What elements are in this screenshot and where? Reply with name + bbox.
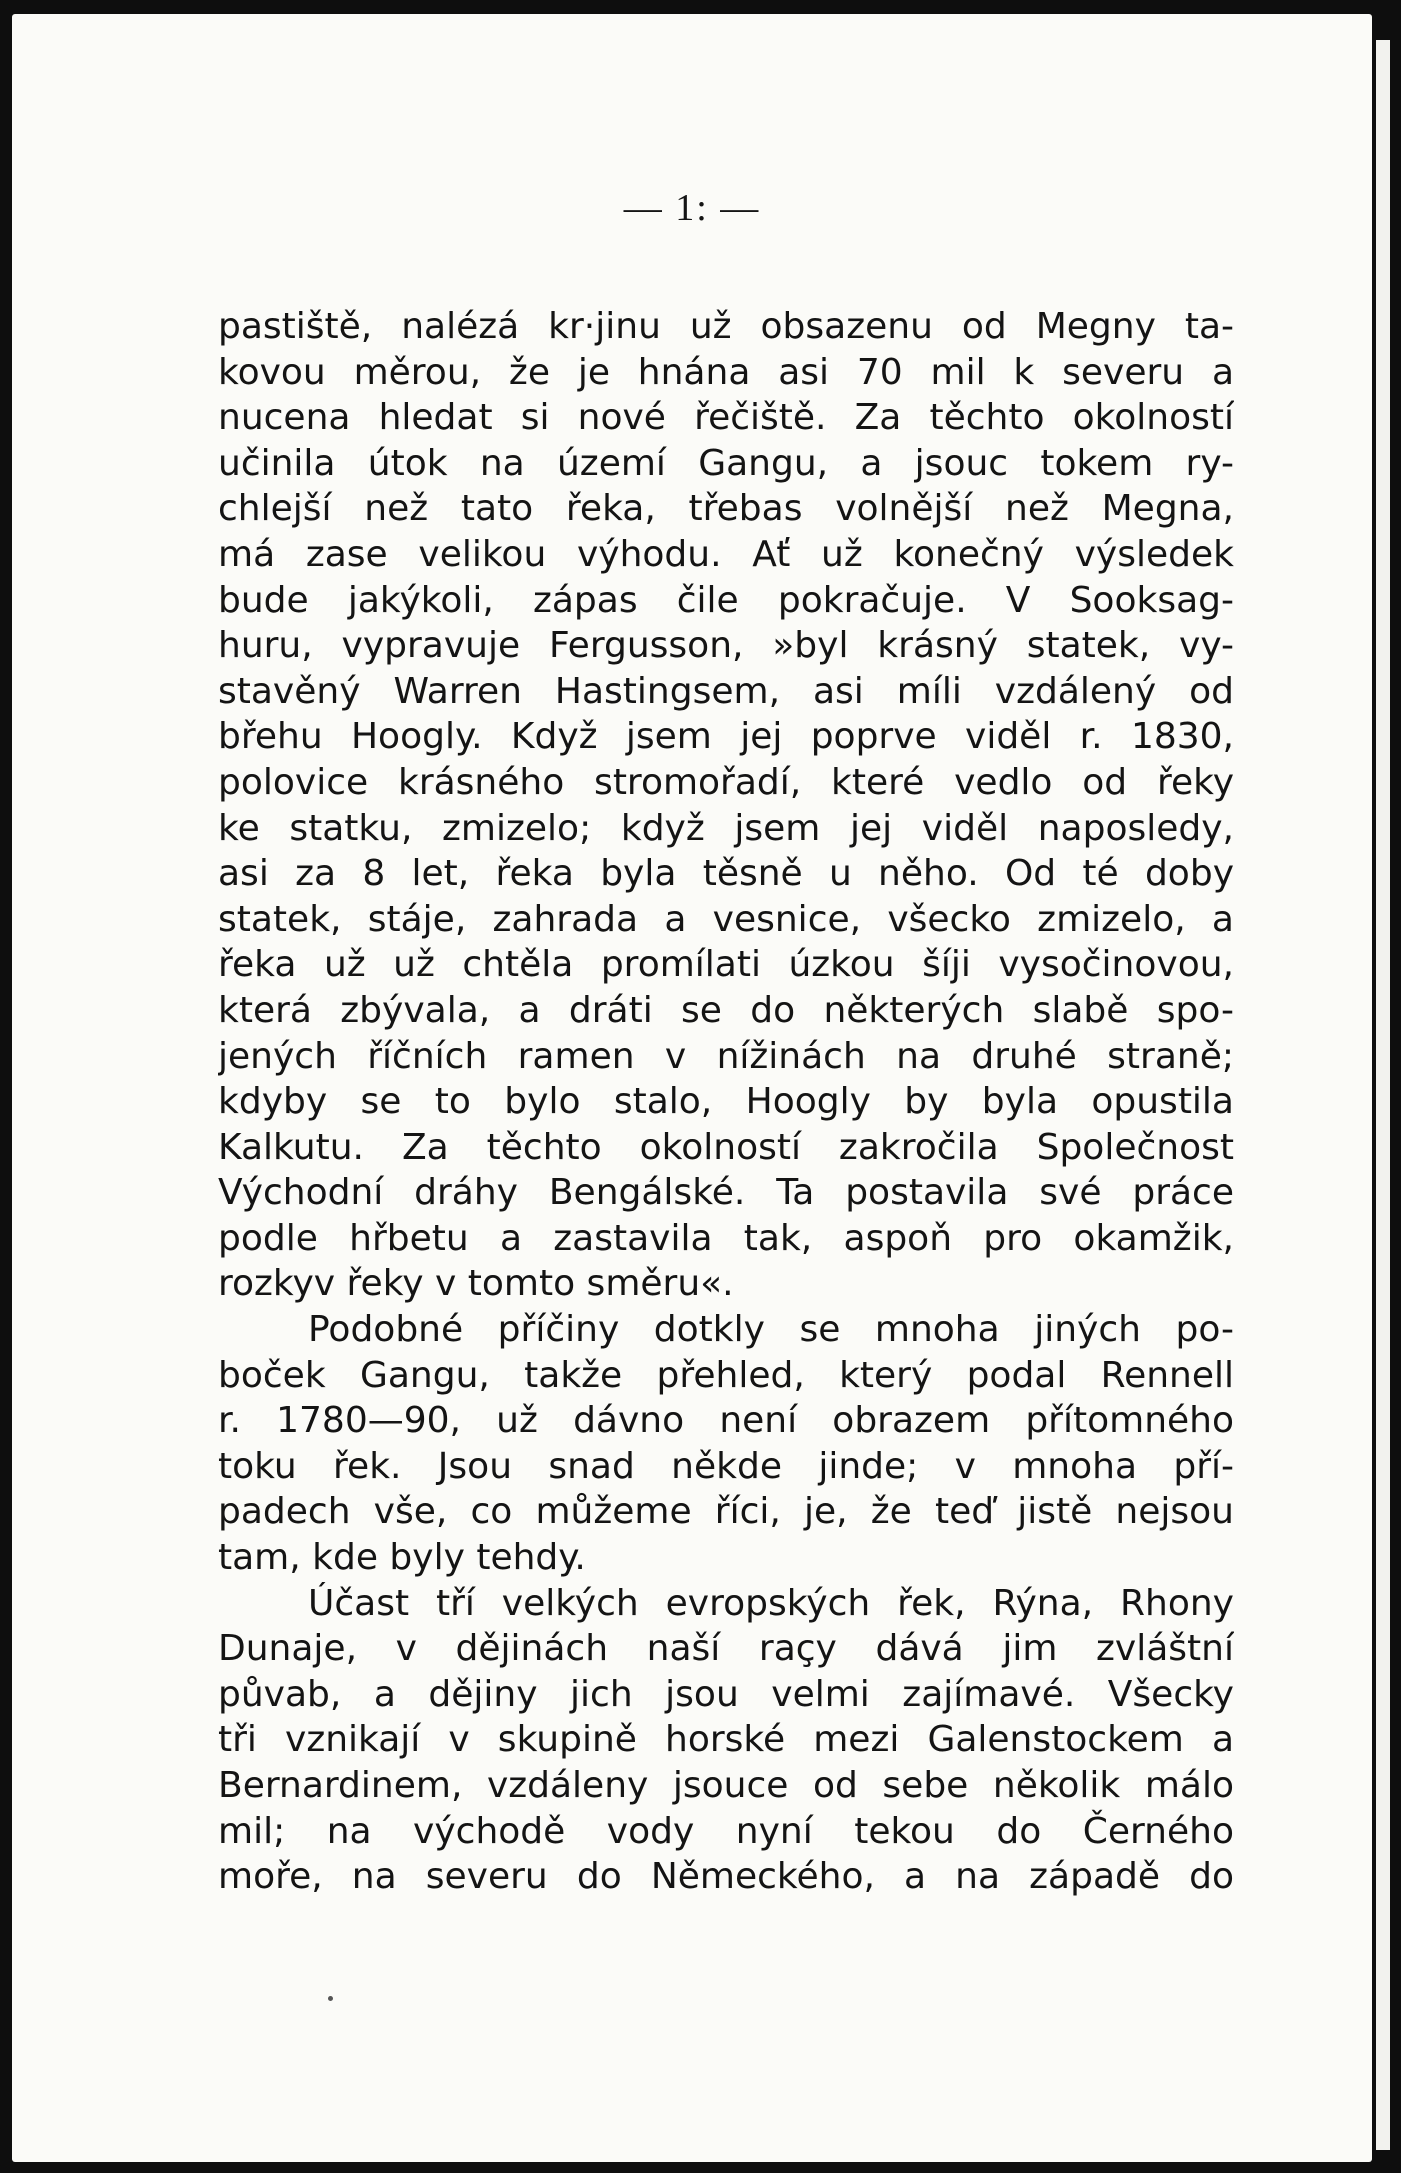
text-line: huru, vypravuje Fergusson, »byl krásný statek, vy- xyxy=(218,625,1234,667)
text-line: bude jakýkoli, zápas čile pokračuje. V Sooksag- xyxy=(218,579,1234,621)
text-line: polovice krásného stromořadí, které vedlo od řeky xyxy=(218,761,1234,803)
text-line: Východní dráhy Bengálské. Ta postavila své práce xyxy=(218,1172,1234,1214)
text-line: Dunaje, v dějinách naší raçy dává jim zvláštní xyxy=(218,1628,1234,1670)
text-line: pastiště, nalézá kr·jinu už obsazenu od Megny ta- xyxy=(218,306,1234,347)
text-line: podle hřbetu a zastavila tak, aspoň pro okamžik, xyxy=(218,1217,1234,1259)
text-line: toku řek. Jsou snad někde jinde; v mnoha pří- xyxy=(218,1445,1234,1487)
text-line: tam, kde byly tehdy. xyxy=(218,1537,586,1579)
text-line: ke statku, zmizelo; když jsem jej viděl naposledy, xyxy=(218,807,1234,849)
text-line: moře, na severu do Německého, a na západě do xyxy=(218,1856,1234,1898)
text-line: stavěný Warren Hastingsem, asi míli vzdálený od xyxy=(218,670,1234,712)
paragraph-first-line: Účast tří velkých evropských řek, Rýna, Rhony xyxy=(308,1582,1234,1624)
text-line: rozkyv řeky v tomto směru«. xyxy=(218,1263,734,1305)
text-line: kovou měrou, že je hnána asi 70 mil k severu a xyxy=(218,351,1234,393)
text-line: chlejší než tato řeka, třebas volnější než Megna, xyxy=(218,488,1234,530)
text-line: nucena hledat si nové řečiště. Za těchto okolností xyxy=(218,397,1234,439)
body-text xyxy=(218,304,1234,1900)
text-line: asi za 8 let, řeka byla těsně u něho. Od té doby xyxy=(218,853,1234,895)
text-line: padech vše, co můžeme říci, je, že teď jistě nejsou xyxy=(218,1491,1234,1533)
text-line: boček Gangu, takže přehled, který podal Rennell xyxy=(218,1354,1234,1396)
text-line: má zase velikou výhodu. Ať už konečný výsledek xyxy=(218,533,1234,575)
paragraph-first-line: Podobné příčiny dotkly se mnoha jiných po- xyxy=(308,1309,1234,1351)
print-speck xyxy=(328,1996,333,2001)
text-line: Kalkutu. Za těchto okolností zakročila Společnost xyxy=(218,1126,1234,1168)
text-line: statek, stáje, zahrada a vesnice, všecko zmizelo, a xyxy=(218,898,1234,940)
text-line: řeka už už chtěla promílati úzkou šíji vysočinovou, xyxy=(218,944,1234,986)
book-page xyxy=(12,14,1372,2162)
text-line: která zbývala, a dráti se do některých slabě spo- xyxy=(218,989,1234,1031)
text-line: r. 1780—90, už dávno není obrazem přítomného xyxy=(218,1400,1234,1442)
text-line: mil; na východě vody nyní tekou do Černého xyxy=(218,1810,1234,1852)
text-line: břehu Hoogly. Když jsem jej poprve viděl r. 1830, xyxy=(218,716,1234,758)
text-line: kdyby se to bylo stalo, Hoogly by byla opustila xyxy=(218,1081,1234,1123)
text-line: Bernardinem, vzdáleny jsouce od sebe několik málo xyxy=(218,1765,1234,1806)
text-line: učinila útok na území Gangu, a jsouc tokem ry- xyxy=(218,442,1234,484)
page-number: — 1: — xyxy=(623,187,761,229)
text-line: tři vznikají v skupině horské mezi Galenstockem a xyxy=(218,1719,1234,1761)
text-line: jených říčních ramen v nížinách na druhé straně; xyxy=(218,1035,1234,1077)
adjacent-page-edge xyxy=(1376,40,1390,2150)
text-line: půvab, a dějiny jich jsou velmi zajímavé. Všecky xyxy=(218,1673,1234,1715)
